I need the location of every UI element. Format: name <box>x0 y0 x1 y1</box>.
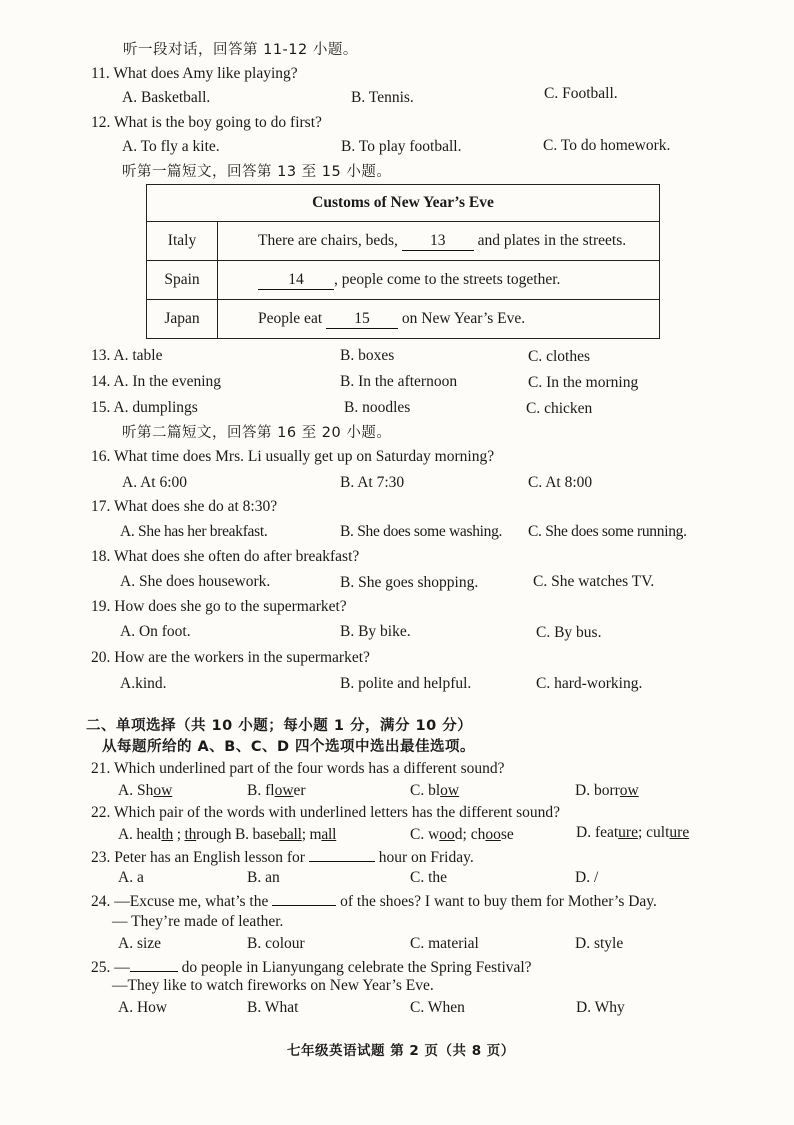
q19-option-b: B. By bike. <box>340 623 411 640</box>
q17-option-b: B. She does some washing. <box>340 523 503 540</box>
q21-option-a: A. Show <box>118 782 173 799</box>
q24-option-c: C. material <box>410 935 479 952</box>
q23-option-b: B. an <box>247 869 280 886</box>
country-cell: Italy <box>147 222 218 261</box>
q15-option-a: 15. A. dumplings <box>91 399 198 416</box>
q11-option-b: B. Tennis. <box>351 89 414 106</box>
q17-option-a: A. She has her breakfast. <box>120 523 268 540</box>
q14-option-a: 14. A. In the evening <box>91 373 222 390</box>
q23-option-a: A. a <box>118 869 144 886</box>
q22-option-c: C. wood; choose <box>410 826 514 843</box>
q15-option-b: B. noodles <box>344 399 411 416</box>
q23-option-d: D. / <box>575 869 599 886</box>
q20-option-c: C. hard-working. <box>536 675 643 692</box>
q23-stem: 23. Peter has an English lesson for hour on Friday. <box>91 846 474 868</box>
table-row <box>147 300 660 339</box>
q15-option-c: C. chicken <box>526 400 593 417</box>
q11-option-a: A. Basketball. <box>122 89 211 106</box>
q25-option-c: C. When <box>410 999 465 1016</box>
q13-option-c: C. clothes <box>528 348 590 365</box>
q25-blank <box>130 956 178 972</box>
q24-blank <box>272 890 336 906</box>
table-title: Customs of New Year’s Eve <box>147 185 660 222</box>
q23-option-c: C. the <box>410 869 448 886</box>
q20-stem: 20. How are the workers in the supermarket? <box>91 649 370 666</box>
q25-option-d: D. Why <box>576 999 625 1016</box>
q12-stem: 12. What is the boy going to do first? <box>91 114 322 131</box>
q25-response: —They like to watch fireworks on New Year’s Eve. <box>112 977 434 994</box>
q24-option-b: B. colour <box>247 935 305 952</box>
q17-option-c: C. She does some running. <box>528 523 687 540</box>
q25-option-b: B. What <box>247 999 299 1016</box>
blank-14: 14 <box>258 271 334 290</box>
passage1-intro: 听第一篇短文，回答第 13 至 15 小题。 <box>122 164 392 180</box>
q18-option-b: B. She goes shopping. <box>340 574 479 591</box>
q21-option-c: C. blow <box>410 782 460 799</box>
blank-15: 15 <box>326 310 398 329</box>
q19-option-a: A. On foot. <box>120 623 191 640</box>
q14-option-c: C. In the morning <box>528 374 639 391</box>
q11-option-c: C. Football. <box>544 85 618 102</box>
q12-option-a: A. To fly a kite. <box>122 138 220 155</box>
q18-stem: 18. What does she often do after breakfast? <box>91 548 360 565</box>
blank-13: 13 <box>402 232 474 251</box>
q14-option-b: B. In the afternoon <box>340 373 458 390</box>
q12-option-b: B. To play football. <box>341 138 462 155</box>
q23-blank <box>309 846 375 862</box>
q16-option-a: A. At 6:00 <box>122 474 188 491</box>
customs-table <box>146 184 660 339</box>
q17-stem: 17. What does she do at 8:30? <box>91 498 278 515</box>
section2-instructions: 从每题所给的 A、B、C、D 四个选项中选出最佳选项。 <box>102 739 476 755</box>
q24-stem: 24. —Excuse me, what’s the of the shoes? I want to buy them for Mother’s Day. <box>91 890 657 912</box>
custom-cell: 14 , people come to the streets together. <box>218 261 660 300</box>
table-row <box>147 222 660 261</box>
q11-stem: 11. What does Amy like playing? <box>91 65 298 82</box>
q25-option-a: A. How <box>118 999 168 1016</box>
q16-stem: 16. What time does Mrs. Li usually get up on Saturday morning? <box>91 448 495 465</box>
page-footer: 七年级英语试题 第 2 页（共 8 页） <box>287 1043 515 1059</box>
table-row <box>147 261 660 300</box>
q24-response: — They’re made of leather. <box>112 913 284 930</box>
section2-title: 二、单项选择（共 10 小题；每小题 1 分，满分 10 分） <box>86 718 473 734</box>
q19-stem: 19. How does she go to the supermarket? <box>91 598 347 615</box>
q21-option-d: D. borrow <box>575 782 639 799</box>
listening-intro-11-12: 听一段对话，回答第 11-12 小题。 <box>123 42 358 58</box>
passage2-intro: 听第二篇短文，回答第 16 至 20 小题。 <box>122 425 392 441</box>
country-cell: Japan <box>147 300 218 339</box>
q12-option-c: C. To do homework. <box>543 137 671 154</box>
q21-stem: 21. Which underlined part of the four words has a different sound? <box>91 760 505 777</box>
country-cell: Spain <box>147 261 218 300</box>
q20-option-a: A.kind. <box>120 675 167 692</box>
q22-stem: 22. Which pair of the words with underlined letters has the different sound? <box>91 804 561 821</box>
q13-option-a: 13. A. table <box>91 347 163 364</box>
q22-option-d: D. feature; culture <box>576 824 690 841</box>
custom-cell: There are chairs, beds, 13 and plates in the streets. <box>218 222 660 261</box>
q21-option-b: B. flower <box>247 782 306 799</box>
custom-cell: People eat 15 on New Year’s Eve. <box>218 300 660 339</box>
q16-option-c: C. At 8:00 <box>528 474 593 491</box>
q18-option-a: A. She does housework. <box>120 573 271 590</box>
q22-option-a-b: A. health ; through B. baseball; mall <box>118 826 337 843</box>
q16-option-b: B. At 7:30 <box>340 474 405 491</box>
q25-stem: 25. — do people in Lianyungang celebrate the Spring Festival? <box>91 956 532 978</box>
q20-option-b: B. polite and helpful. <box>340 675 472 692</box>
q13-option-b: B. boxes <box>340 347 395 364</box>
q19-option-c: C. By bus. <box>536 624 602 641</box>
q18-option-c: C. She watches TV. <box>533 573 655 590</box>
q24-option-a: A. size <box>118 935 162 952</box>
q24-option-d: D. style <box>575 935 624 952</box>
